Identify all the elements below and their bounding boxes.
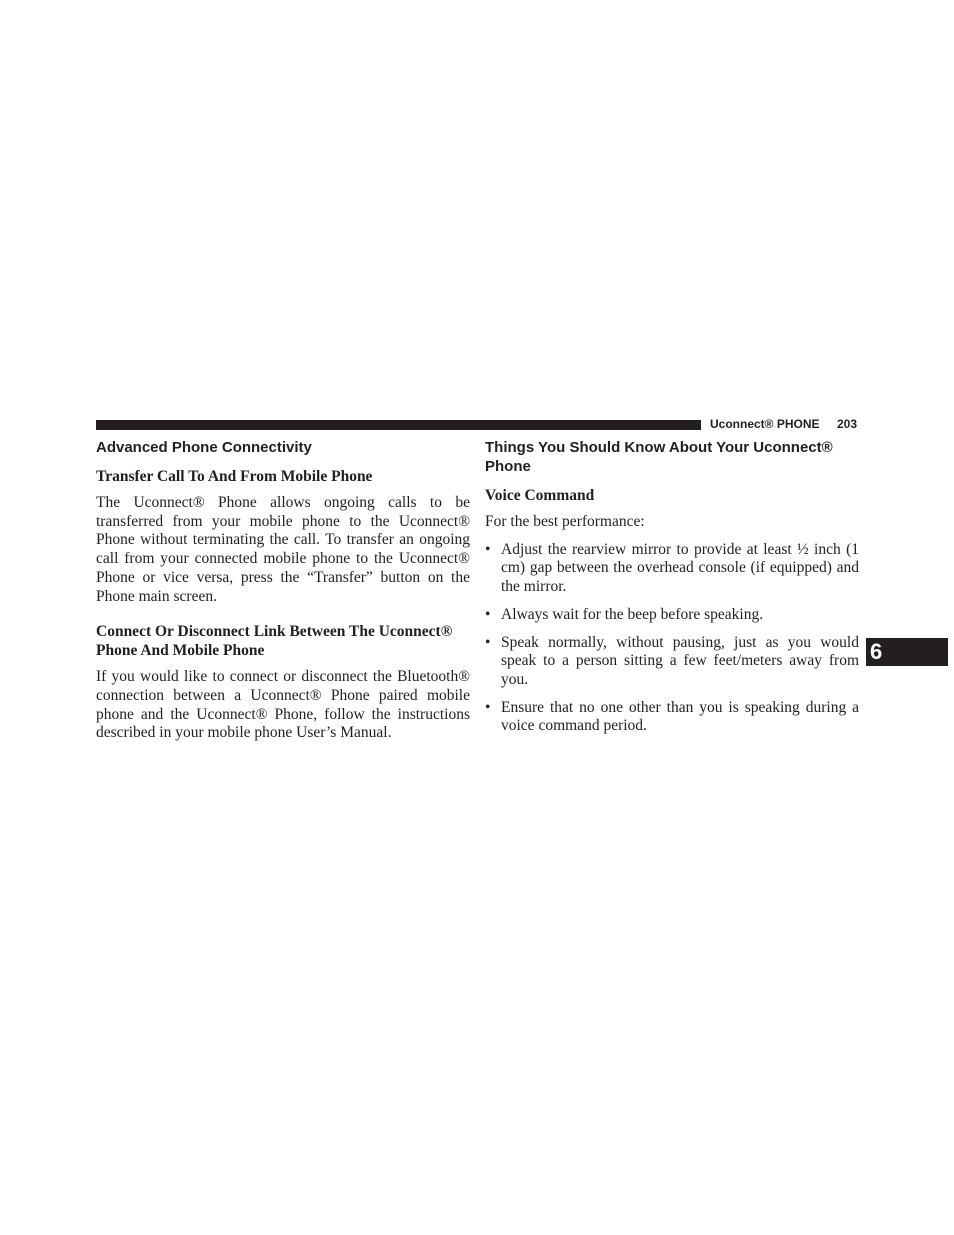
list-item-text: Always wait for the beep before speaking.	[501, 605, 764, 623]
bullet-icon: •	[485, 633, 491, 651]
list-item	[485, 541, 859, 597]
left-column	[96, 438, 470, 752]
bullet-icon: •	[485, 540, 491, 558]
list-item	[485, 699, 859, 736]
paragraph-intro: For the best performance:	[485, 513, 645, 530]
bullet-icon: •	[485, 698, 491, 716]
section-title-things-to-know: Things You Should Know About Your Uconnect® Phone	[485, 439, 833, 475]
list-item	[485, 634, 859, 690]
subsection-title-connect-disconnect: Connect Or Disconnect Link Between The Uconnect® Phone And Mobile Phone	[96, 623, 453, 660]
subsection-title-voice-command: Voice Command	[485, 487, 595, 504]
list-item-text: Ensure that no one other than you is speaking during a voice command period.	[501, 698, 859, 735]
list-item-text: Speak normally, without pausing, just as you would speak to a person sitting a few feet/meters away from you.	[501, 633, 859, 688]
running-header-title: Uconnect® PHONE	[710, 417, 820, 431]
right-column	[485, 438, 859, 745]
subsection-title-transfer-call: Transfer Call To And From Mobile Phone	[96, 468, 373, 485]
paragraph-transfer-call: The Uconnect® Phone allows ongoing calls to be transferred from your mobile phone to the Uconnect® Phone without terminating the call. To transfer an ongoing call from your connected mobile phone to the Uconnect® Phone or vice versa, press the “Transfer” button on the Phone main screen.	[96, 494, 470, 605]
header-rule	[96, 420, 701, 430]
list-item-text: Adjust the rearview mirror to provide at least ½ inch (1 cm) gap between the overhead console (if equipped) and the mirror.	[501, 540, 859, 596]
tips-list	[485, 541, 859, 736]
page-number: 203	[837, 417, 858, 431]
list-item	[485, 606, 859, 625]
section-title-advanced-connectivity: Advanced Phone Connectivity	[96, 439, 312, 456]
paragraph-connect-disconnect: If you would like to connect or disconnect the Bluetooth® connection between a Uconnect® Phone paired mobile phone and the Uconnect® Phone, follow the instructions described in your mobile phone User’s Manual.	[96, 668, 470, 742]
chapter-tab: 6	[866, 638, 948, 666]
bullet-icon: •	[485, 605, 491, 623]
